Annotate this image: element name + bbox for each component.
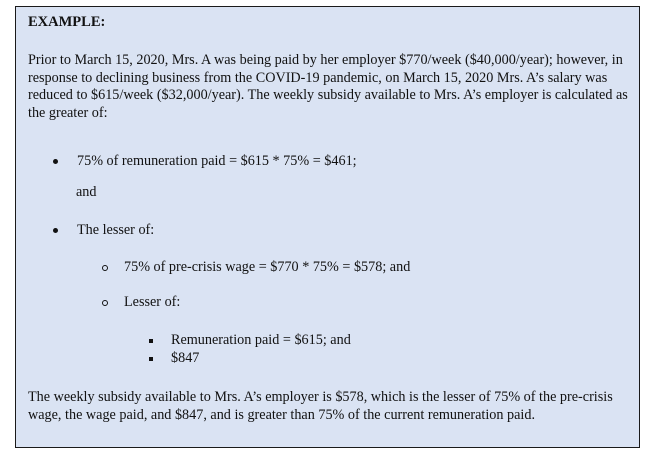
bullet-circle-icon xyxy=(102,300,108,306)
bullet-circle-icon xyxy=(102,265,108,271)
bullet-square-icon xyxy=(149,339,153,343)
sub-item-pre-crisis-wage xyxy=(102,259,410,276)
example-title: EXAMPLE: xyxy=(28,14,106,30)
sub-item-lesser-of xyxy=(102,294,180,311)
subsub-item-remuneration-paid xyxy=(149,332,351,349)
bullet-text: 75% of remuneration paid = $615 * 75% = $461; xyxy=(77,153,357,169)
subsub-item-amount xyxy=(149,350,199,367)
bullet-item-remuneration xyxy=(53,153,357,170)
subsub-item-text: Remuneration paid = $615; and xyxy=(171,332,351,348)
example-box xyxy=(15,6,640,448)
bullet-item-lesser-of xyxy=(53,222,154,239)
bullet-disc-icon xyxy=(53,228,58,233)
bullet-square-icon xyxy=(149,357,153,361)
bullet-text: The lesser of: xyxy=(77,222,155,238)
connector-text: and xyxy=(76,184,97,200)
intro-paragraph: Prior to March 15, 2020, Mrs. A was being paid by her employer $770/week ($40,000/year); however, in response to declining business from the COVID-19 pandemic, on March 15, 2020 Mrs. A’s salary was reduced to $615/week ($32,000/year). The weekly subsidy available to Mrs. A’s employer is calculated as the greater of: xyxy=(28,52,628,121)
conclusion-paragraph: The weekly subsidy available to Mrs. A’s employer is $578, which is the lesser of 75% of the pre-crisis wage, the wage paid, and $847, and is greater than 75% of the current remuneration paid. xyxy=(28,389,613,423)
subsub-item-text: $847 xyxy=(171,350,200,366)
bullet-disc-icon xyxy=(53,159,58,164)
sub-item-text: 75% of pre-crisis wage = $770 * 75% = $578; and xyxy=(124,259,411,275)
sub-item-text: Lesser of: xyxy=(124,294,181,310)
